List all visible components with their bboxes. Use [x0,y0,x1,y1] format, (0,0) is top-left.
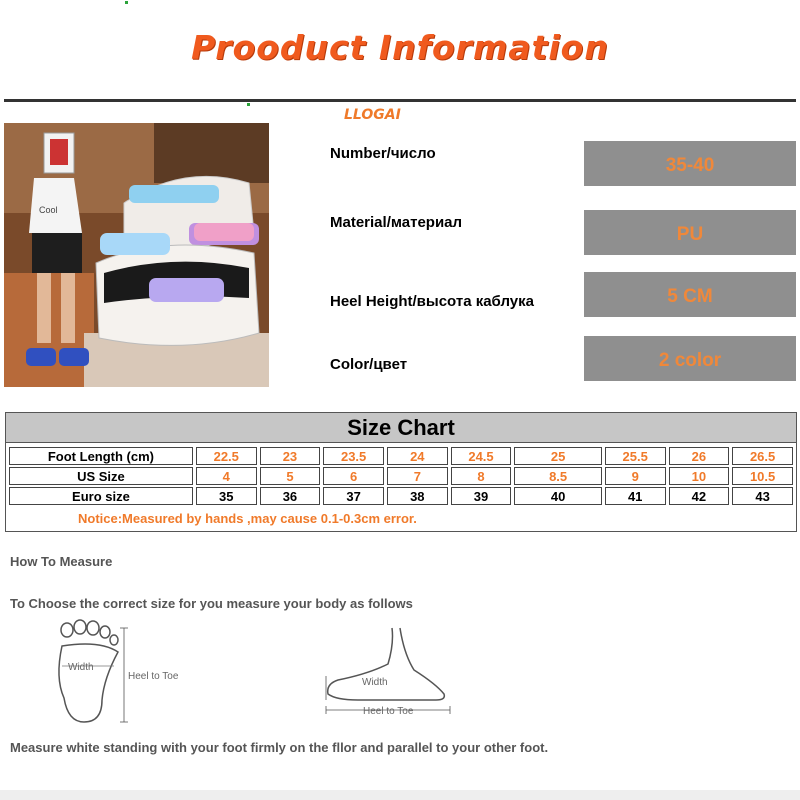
spec-label-number: Number/число [330,145,436,162]
foot-top-view-icon [40,618,200,728]
spec-value-number: 35-40 [584,141,796,186]
how-to-measure-subtitle: To Choose the correct size for you measure your body as follows [10,596,413,611]
table-cell: 22.5 [196,447,257,465]
measure-footnote: Measure white standing with your foot firmly on the fllor and parallel to your other foot. [10,740,549,755]
table-cell: 26.5 [732,447,793,465]
size-chart-table [6,445,796,507]
table-cell: 41 [605,487,666,505]
bottom-strip [0,790,800,800]
how-to-measure-title: How To Measure [10,554,113,569]
size-chart-notice: Notice:Measured by hands ,may cause 0.1-0.3cm error. [78,511,417,526]
spec-value-color: 2 color [584,336,796,381]
table-cell: 25 [514,447,601,465]
table-cell: 10 [669,467,730,485]
table-cell: 40 [514,487,601,505]
table-cell: 8.5 [514,467,601,485]
foot-side-view-icon [318,624,458,720]
table-cell: 23.5 [323,447,384,465]
size-chart [5,412,797,532]
decor-dot [125,1,128,4]
table-row [9,447,793,465]
table-cell: 26 [669,447,730,465]
svg-text:Cool: Cool [39,205,58,215]
brand-label: LLOGAI [344,107,401,123]
width-label: Width [68,662,94,673]
spec-value-heel-height: 5 CM [584,272,796,317]
sandal-photo-icon [4,123,269,387]
table-cell: 9 [605,467,666,485]
spec-label-heel-height: Heel Height/высота каблука [330,293,534,310]
table-cell: 24 [387,447,448,465]
table-cell: 6 [323,467,384,485]
page-title: Prooduct Information [191,28,609,67]
table-cell: 7 [387,467,448,485]
row-header: US Size [9,467,193,485]
table-cell: 24.5 [451,447,512,465]
table-cell: 39 [451,487,512,505]
table-cell: 37 [323,487,384,505]
spec-label-material: Material/материал [330,214,463,231]
row-header: Foot Length (cm) [9,447,193,465]
spec-value-material: PU [584,210,796,255]
row-header: Euro size [9,487,193,505]
table-cell: 43 [732,487,793,505]
table-cell: 5 [260,467,321,485]
table-row [9,467,793,485]
table-cell: 36 [260,487,321,505]
table-cell: 10.5 [732,467,793,485]
size-chart-title: Size Chart [6,413,796,443]
table-cell: 25.5 [605,447,666,465]
heel-toe-label: Heel to Toe [363,706,414,717]
table-cell: 8 [451,467,512,485]
product-photo [4,123,269,387]
table-cell: 38 [387,487,448,505]
spec-label-color: Color/цвет [330,356,408,373]
table-cell: 4 [196,467,257,485]
table-cell: 35 [196,487,257,505]
title-divider [4,99,796,102]
table-cell: 42 [669,487,730,505]
heel-toe-label: Heel to Toe [128,671,179,682]
table-row [9,487,793,505]
width-label: Width [362,677,388,688]
table-cell: 23 [260,447,321,465]
decor-dot [247,103,250,106]
